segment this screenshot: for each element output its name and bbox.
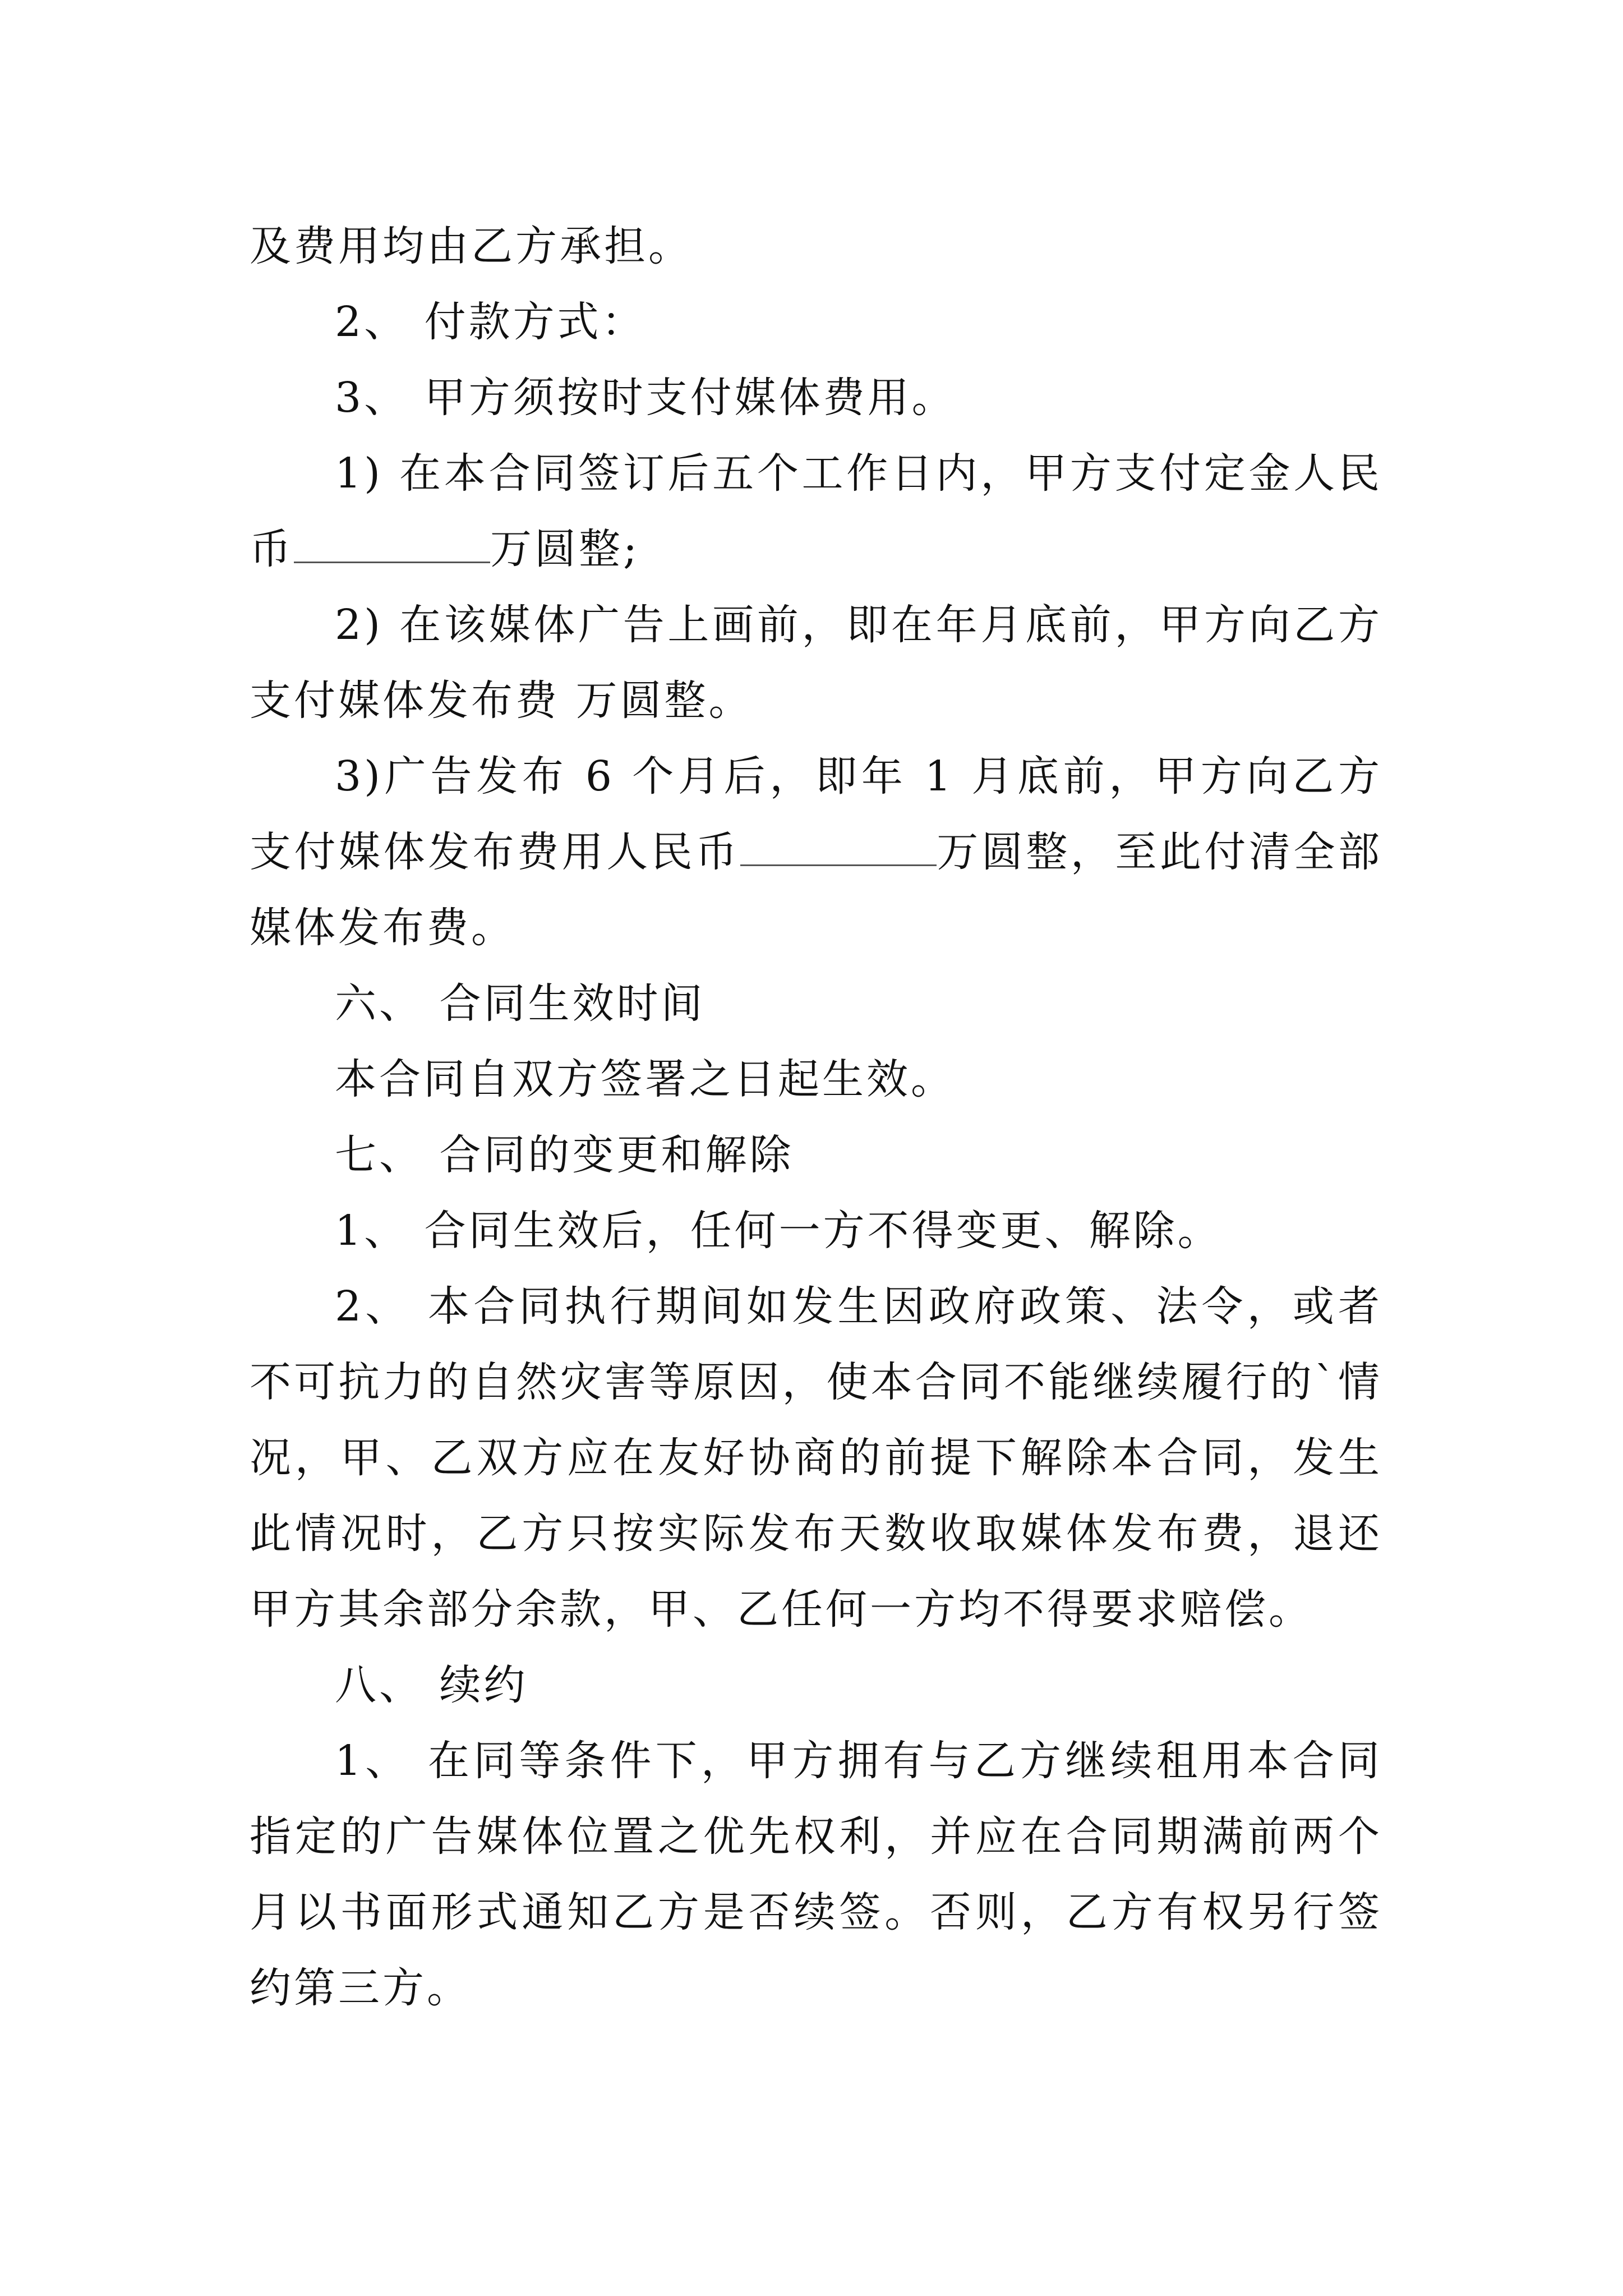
paragraph-renewal-priority: 1、 在同等条件下，甲方拥有与乙方继续租用本合同指定的广告媒体位置之优先权利，并应在合同期满前两个月以书面形式通知乙方是否续签。否则，乙方有权另行签约第三方。 [250, 1737, 1382, 2012]
deposit-text: 1) 在本合同签订后五个工作日内，甲方支付定金人民币 [250, 449, 1382, 573]
paragraph-payment-method-heading: 2、 付款方式： [335, 298, 646, 346]
section-heading-effective-time: 六、 合同生效时间 [335, 979, 706, 1028]
deposit-amount-blank [294, 527, 490, 563]
paragraph-effective-date: 本合同自双方签署之日起生效。 [335, 1055, 955, 1103]
paragraph-final-payment [250, 739, 1382, 966]
paragraph-deposit [250, 436, 1382, 587]
section-heading-change-termination: 七、 合同的变更和解除 [335, 1131, 794, 1179]
section-heading-renewal: 八、 续约 [335, 1661, 528, 1709]
final-payment-unit-text: 万圆整，至此付清全部媒体发布费。 [250, 828, 1383, 952]
final-payment-amount-blank [740, 830, 937, 866]
final-payment-text: 3)广告发布 6 个月后，即年 1 月底前，甲方向乙方支付媒体发布费用人民币 [250, 752, 1382, 876]
paragraph-force-majeure: 2、 本合同执行期间如发生因政府政策、法令，或者不可抗力的自然灾害等原因，使本合同不能继续履行的`情况，甲、乙双方应在友好协商的前提下解除本合同，发生此情况时，乙方只按实际发布天数收取媒体发布费，退还甲方其余部分余款，甲、乙任何一方均不得要求赔偿。 [250, 1282, 1382, 1634]
paragraph-payment-on-time: 3、 甲方须按时支付媒体费用。 [335, 374, 956, 422]
paragraph-no-change: 1、 合同生效后，任何一方不得变更、解除。 [335, 1207, 1222, 1255]
paragraph-media-fee: 2) 在该媒体广告上画前，即在年月底前，甲方向乙方支付媒体发布费 万圆整。 [250, 601, 1382, 725]
deposit-unit-text: 万圆整; [490, 525, 640, 573]
contract-body [250, 209, 1382, 2026]
paragraph-cost-bearing: 及费用均由乙方承担。 [250, 222, 693, 270]
